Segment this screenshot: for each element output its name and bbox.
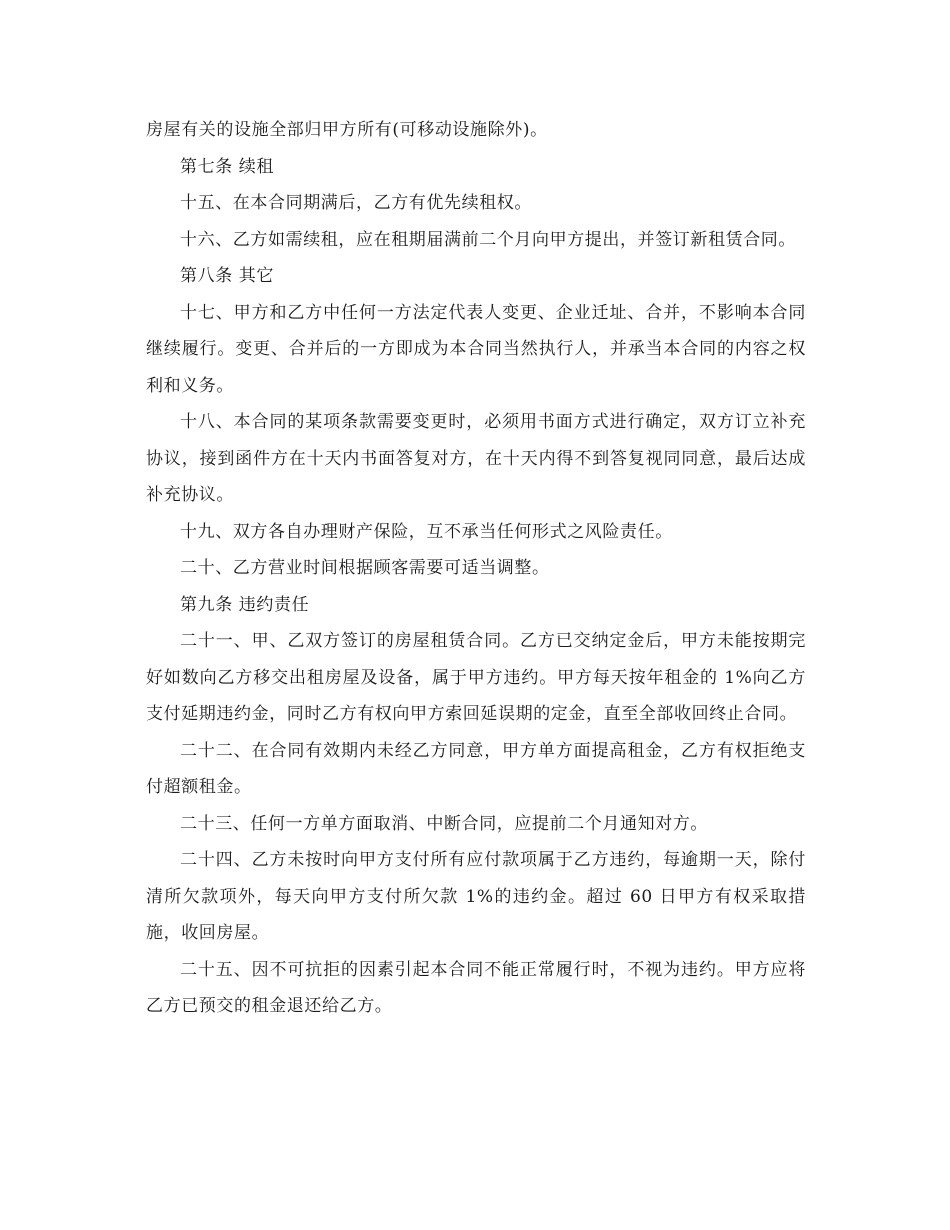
paragraph-clause-23: 二十三、任何一方单方面取消、中断合同，应提前二个月通知对方。: [180, 813, 708, 834]
heading-article-8-other: 第八条 其它: [180, 266, 275, 286]
document-body: [146, 112, 806, 1025]
heading-article-7-renewal: 第七条 续租: [180, 156, 275, 177]
paragraph-clause-16: 十六、乙方如需续租，应在租期届满前二个月向甲方提出，并签订新租赁合同。: [180, 229, 796, 250]
paragraph-clause-17: 十七、甲方和乙方中任何一方法定代表人变更、企业迁址、合并，不影响本合同继续履行。变更、合并后的一方即成为本合同当然执行人，并承当本合同的内容之权利和义务。: [146, 302, 806, 396]
paragraph-clause-22: 二十二、在合同有效期内未经乙方同意，甲方单方面提高租金，乙方有权拒绝支付超额租金。: [146, 740, 806, 797]
heading-article-9-liability: 第九条 违约责任: [180, 594, 310, 615]
paragraph-clause-19: 十九、双方各自办理财产保险，互不承当任何形式之风险责任。: [180, 521, 673, 542]
paragraph-clause-20: 二十、乙方营业时间根据顾客需要可适当调整。: [180, 558, 550, 578]
paragraph-clause-25: 二十五、因不可抗拒的因素引起本合同不能正常履行时，不视为违约。甲方应将乙方已预交的租金退还给乙方。: [146, 959, 806, 1016]
paragraph-clause-21: 二十一、甲、乙双方签订的房屋租赁合同。乙方已交纳定金后，甲方未能按期完好如数向乙方移交出租房屋及设备，属于甲方违约。甲方每天按年租金的 1%向乙方支付延期违约金，同时乙方有权向甲方索回延误期的定金，直至全部收回终止合同。: [146, 631, 806, 724]
paragraph-facilities-ownership: 房屋有关的设施全部归甲方所有(可移动设施除外)。: [146, 120, 548, 140]
paragraph-clause-24: 二十四、乙方未按时向甲方支付所有应付款项属于乙方违约，每逾期一天，除付清所欠款项外，每天向甲方支付所欠款 1%的违约金。超过 60 日甲方有权采取措施，收回房屋。: [146, 850, 806, 943]
paragraph-clause-15: 十五、在本合同期满后，乙方有优先续租权。: [180, 193, 532, 213]
paragraph-clause-18: 十八、本合同的某项条款需要变更时，必须用书面方式进行确定，双方订立补充协议，接到函件方在十天内书面答复对方，在十天内得不到答复视同同意，最后达成补充协议。: [146, 412, 806, 505]
